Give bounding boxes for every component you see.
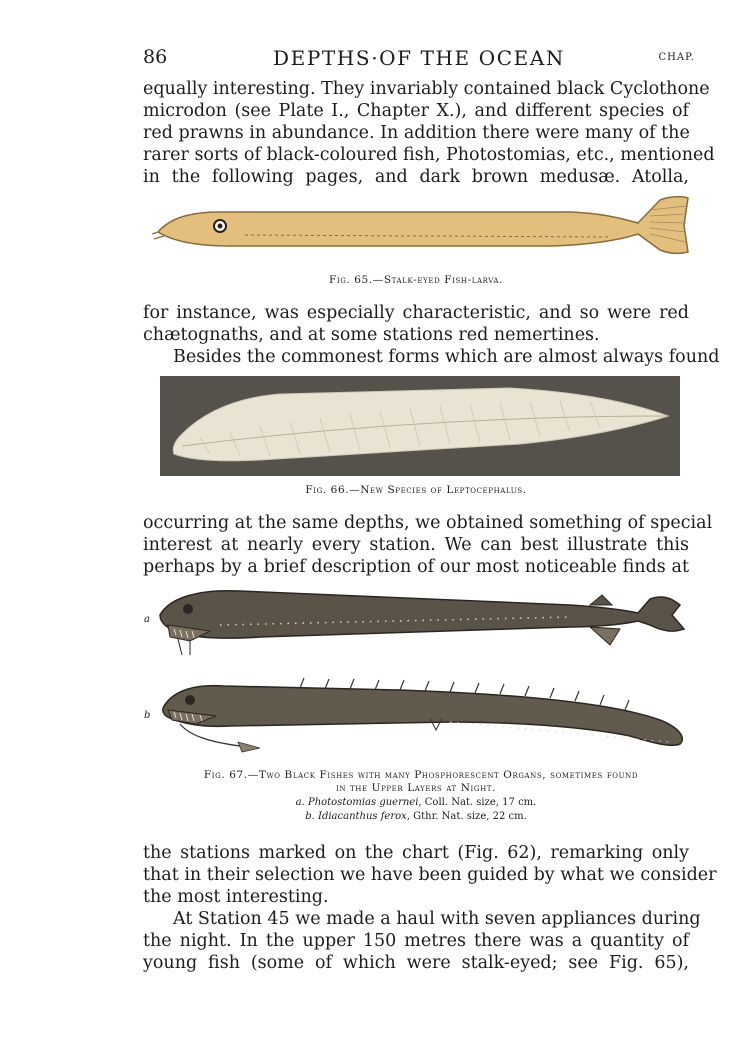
fig67-caption-line1: Fig. 67.—Two Black Fishes with many Phosphorescent Organs, sometimes found	[203, 769, 639, 781]
text-line: occurring at the same depths, we obtained something of special	[143, 513, 713, 533]
text-line: microdon (see Plate I., Chapter X.), and different species of	[143, 101, 689, 121]
fig66-leptocephalus-photo	[160, 376, 680, 476]
fig67-legend-a	[143, 797, 689, 808]
running-header	[143, 46, 695, 76]
idiacanthus-barbel	[180, 724, 240, 746]
text-line: At Station 45 we made a haul with seven appliances during	[173, 909, 701, 929]
chapter-marker: CHAP.	[658, 52, 695, 63]
text-line: that in their selection we have been guided by what we consider	[143, 865, 717, 885]
legend-b-details: , Gthr. Nat. size, 22 cm.	[406, 811, 527, 822]
fig65-caption: Fig. 65.—Stalk-eyed Fish-larva.	[328, 274, 504, 286]
fig67a-photostomias-illustration	[150, 585, 690, 665]
fig65-larva-illustration	[150, 190, 690, 260]
text-line: in the following pages, and dark brown medusæ. Atolla,	[143, 167, 689, 187]
page-number: 86	[143, 46, 168, 68]
text-line: the most interesting.	[143, 887, 329, 907]
text-line: for instance, was especially characteristic, and so were red	[143, 303, 689, 323]
text-line: rarer sorts of black-coloured fish, Photostomias, etc., mentioned	[143, 145, 715, 165]
fig67-legend-b	[143, 811, 689, 822]
idiacanthus-body	[163, 686, 683, 746]
text-line: Besides the commonest forms which are almost always found	[173, 347, 720, 367]
text-line: perhaps by a brief description of our most noticeable finds at	[143, 557, 689, 577]
fig67-label-b: b	[144, 710, 151, 721]
running-title: DEPTHS·OF THE OCEAN	[273, 46, 565, 70]
text-line: young fish (some of which were stalk-eyed; see Fig. 65),	[143, 953, 689, 973]
text-line: the stations marked on the chart (Fig. 62), remarking only	[143, 843, 689, 863]
legend-a-prefix: a.	[295, 797, 305, 808]
legend-a-details: , Coll. Nat. size, 17 cm.	[418, 797, 537, 808]
text-line: red prawns in abundance. In addition there were many of the	[143, 123, 690, 143]
legend-b-prefix: b.	[305, 811, 315, 822]
fig67b-idiacanthus-illustration	[150, 672, 690, 762]
larva-body	[158, 197, 688, 254]
text-line: the night. In the upper 150 metres there was a quantity of	[143, 931, 689, 951]
text-line: interest at nearly every station. We can best illustrate this	[143, 535, 689, 555]
fig67-caption-line2: in the Upper Layers at Night.	[335, 782, 497, 794]
legend-b-species: Idiacanthus ferox	[318, 811, 407, 822]
text-line: equally interesting. They invariably contained black Cyclothone	[143, 79, 710, 99]
legend-a-species: Photostomias guernei	[307, 797, 419, 808]
fig67-label-a: a	[144, 614, 150, 625]
fig66-caption: Fig. 66.—New Species of Leptocephalus.	[305, 484, 527, 496]
text-line: chætognaths, and at some stations red nemertines.	[143, 325, 600, 345]
